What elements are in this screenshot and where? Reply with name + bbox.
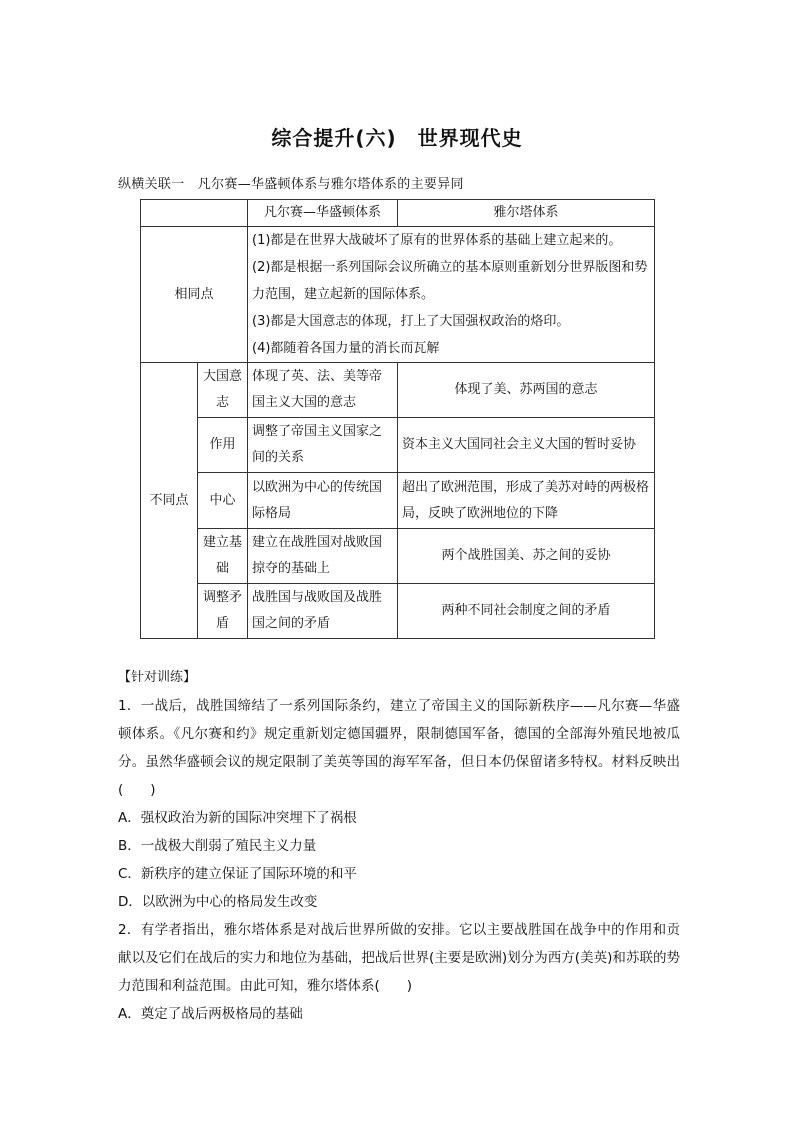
diff-aspect: 大国意志 — [198, 363, 248, 418]
diff-points-label: 不同点 — [141, 363, 198, 639]
practice-heading: 【针对训练】 — [118, 670, 197, 685]
table-row-diff — [141, 418, 655, 473]
question-2-option-a: A．奠定了战后两极格局的基础 — [118, 1006, 303, 1022]
diff-aspect: 作用 — [198, 418, 248, 473]
diff-yalta: 资本主义大国同社会主义大国的暂时妥协 — [398, 418, 655, 473]
question-1-option-d: D．以欧洲为中心的格局发生改变 — [118, 894, 318, 910]
diff-yalta: 超出了欧洲范围，形成了美苏对峙的两极格局，反映了欧洲地位的下降 — [398, 473, 655, 529]
diff-versailles: 体现了英、法、美等帝国主义大国的意志 — [248, 363, 398, 418]
diff-yalta: 体现了美、苏两国的意志 — [398, 363, 655, 418]
table-row-diff — [141, 473, 655, 529]
diff-versailles: 建立在战胜国对战败国掠夺的基础上 — [248, 529, 398, 584]
diff-yalta: 两个战胜国美、苏之间的妥协 — [398, 529, 655, 584]
section-heading: 纵横关联一 凡尔赛—华盛顿体系与雅尔塔体系的主要异同 — [118, 177, 464, 192]
table-row-same — [141, 227, 655, 363]
table-row-diff — [141, 529, 655, 584]
same-point-2: (2)都是根据一系列国际会议所确立的基本原则重新划分世界版图和势力范围，建立起新的国际体系。 — [252, 260, 648, 302]
table-header-row — [141, 200, 655, 227]
page-title: 综合提升(六) 世界现代史 — [271, 126, 523, 150]
diff-versailles: 以欧洲为中心的传统国际格局 — [248, 473, 398, 529]
same-point-3: (3)都是大国意志的体现，打上了大国强权政治的烙印。 — [252, 314, 570, 329]
same-point-1: (1)都是在世界大战破坏了原有的世界体系的基础上建立起来的。 — [252, 233, 622, 248]
table-row-diff — [141, 584, 655, 639]
question-1-option-c: C．新秩序的建立保证了国际环境的和平 — [118, 866, 357, 882]
comparison-table — [140, 199, 655, 639]
same-point-4: (4)都随着各国力量的消长而瓦解 — [252, 341, 440, 356]
practice-section — [118, 664, 680, 1028]
diff-yalta: 两种不同社会制度之间的矛盾 — [398, 584, 655, 639]
diff-aspect: 调整矛盾 — [198, 584, 248, 639]
question-2-stem: 2．有学者指出，雅尔塔体系是对战后世界所做的安排。它以主要战胜国在战争中的作用和贡献以及它们在战后的实力和地位为基础，把战后世界(主要是欧洲)划分为西方(美英)和苏联的势力范围和利益范围。由此可知，雅尔塔体系( ) — [118, 922, 680, 994]
table-header-yalta: 雅尔塔体系 — [398, 200, 655, 227]
same-points-cell — [248, 227, 655, 363]
question-1-option-b: B．一战极大削弱了殖民主义力量 — [118, 838, 317, 854]
same-points-label: 相同点 — [141, 227, 248, 363]
question-1-option-a: A．强权政治为新的国际冲突埋下了祸根 — [118, 810, 357, 826]
table-header-empty — [141, 200, 248, 227]
diff-versailles: 调整了帝国主义国家之间的关系 — [248, 418, 398, 473]
table-header-versailles: 凡尔赛—华盛顿体系 — [248, 200, 398, 227]
diff-aspect: 中心 — [198, 473, 248, 529]
question-1-stem: 1．一战后，战胜国缔结了一系列国际条约，建立了帝国主义的国际新秩序——凡尔赛—华盛顿体系。《凡尔赛和约》规定重新划定德国疆界，限制德国军备，德国的全部海外殖民地被瓜分。虽然华盛顿会议的规定限制了美英等国的海军军备，但日本仍保留诸多特权。材料反映出( ) — [118, 698, 680, 798]
table-row-diff — [141, 363, 655, 418]
diff-aspect: 建立基础 — [198, 529, 248, 584]
diff-versailles: 战胜国与战败国及战胜国之间的矛盾 — [248, 584, 398, 639]
